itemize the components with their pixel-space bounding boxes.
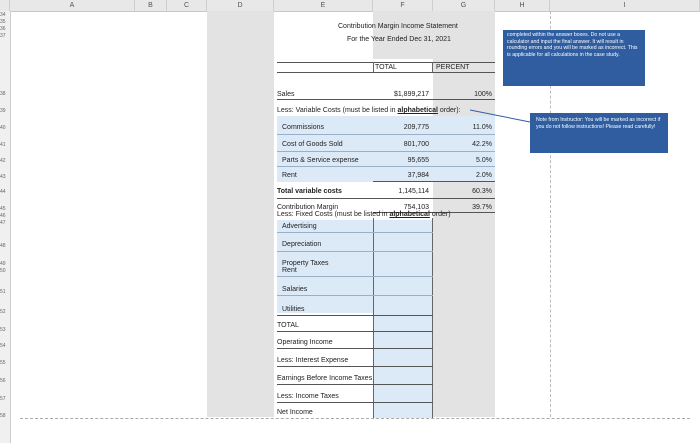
fixed-row-label[interactable]: Advertising [282,223,317,230]
fixed-header-post: order) [429,211,451,218]
page-break-guide-bottom [20,418,690,419]
callout-line [470,110,530,122]
row-rule [277,166,495,167]
row-rule [277,384,433,385]
fixed-costs-header [277,210,451,219]
row-number[interactable]: 43 [0,174,6,180]
row-number[interactable]: 54 [0,343,6,349]
sum-rule [373,181,495,182]
answer-divider [373,218,374,418]
column-header-c[interactable]: C [167,0,207,11]
column-header-g[interactable]: G [433,0,495,11]
row-rule [277,331,433,332]
row-number[interactable]: 45 [0,206,6,212]
fixed-row-label[interactable]: Property Taxes [282,260,329,267]
total-variable-percent[interactable]: 60.3% [472,188,492,195]
row-rule [277,295,433,296]
row-number[interactable]: 41 [0,142,6,148]
variable-row-total[interactable]: 801,700 [403,141,429,148]
interest-expense-label: Less: Interest Expense [277,357,349,364]
column-header-b[interactable]: B [135,0,167,11]
instructor-note: Note from Instructor: You will be marked as incorrect if you do not follow instructions! Please read carefully! [530,113,668,153]
total-variable-total[interactable]: 1,145,114 [398,188,429,195]
answer-divider [432,218,433,418]
row-number[interactable]: 35 [0,19,6,25]
row-rule [277,276,433,277]
variable-header-bold: alphabetical [397,107,438,114]
column-header-d[interactable]: D [207,0,274,11]
sales-label: Sales [277,91,295,98]
variable-row-total[interactable]: 95,655 [407,157,429,164]
contribution-margin-total[interactable]: 754,103 [403,204,429,211]
column-header-e[interactable]: E [274,0,373,11]
total-variable-label: Total variable costs [277,188,342,195]
row-number[interactable]: 48 [0,243,6,249]
column-header-i[interactable]: I [550,0,700,11]
fixed-row-label[interactable]: Salaries [282,286,308,293]
variable-row-label[interactable]: Cost of Goods Sold [282,141,343,148]
row-number[interactable]: 52 [0,309,6,315]
total-label: TOTAL [277,322,299,329]
row-number[interactable]: 36 [0,26,6,32]
row-rule [277,251,433,252]
row-rule [277,348,433,349]
row-number[interactable]: 34 [0,12,6,18]
variable-row-label[interactable]: Parts & Service expense [282,157,359,164]
row-rule [277,151,495,152]
variable-row-total[interactable]: 209,775 [403,124,429,131]
row-number[interactable]: 40 [0,125,6,131]
row-number[interactable]: 37 [0,33,6,39]
contribution-margin-label: Contribution Margin [277,204,339,211]
row-number[interactable]: 47 [0,220,6,226]
variable-row-percent[interactable]: 5.0% [476,157,492,164]
row-number[interactable]: 57 [0,396,6,402]
income-taxes-label: Less: Income Taxes [277,393,339,400]
variable-row-label[interactable]: Commissions [282,124,325,131]
row-number[interactable]: 50 [0,268,6,274]
rule [277,198,495,199]
variable-costs-header [277,106,461,115]
variable-header-pre: Less: Variable Costs (must be listed in [277,107,398,114]
statement-subtitle: For the Year Ended Dec 31, 2021 [347,36,451,43]
row-number[interactable]: 42 [0,158,6,164]
statement-title: Contribution Margin Income Statement [338,23,458,30]
fixed-row-label[interactable]: Rent [282,267,297,274]
fixed-row-label[interactable]: Utilities [282,306,305,313]
net-income-label: Net Income [277,409,313,416]
callout-arrow [470,108,532,126]
variable-row-percent[interactable]: 42.2% [472,141,492,148]
grey-column-d [207,11,274,417]
sales-percent[interactable]: 100% [474,91,492,98]
select-all-corner[interactable] [0,0,10,11]
fixed-row-label[interactable]: Depreciation [282,241,322,248]
col-percent-header: PERCENT [436,64,470,71]
sales-total[interactable]: $1,899,217 [393,91,429,98]
row-number[interactable]: 39 [0,108,6,114]
row-number[interactable]: 46 [0,213,6,219]
row-rule [277,315,433,316]
variable-row-percent[interactable]: 2.0% [476,172,492,179]
row-number[interactable]: 58 [0,413,6,419]
variable-row-percent[interactable]: 11.0% [472,124,492,131]
column-header-bar [0,0,700,12]
variable-header-post: order): [437,107,461,114]
row-number[interactable]: 56 [0,378,6,384]
row-number[interactable]: 49 [0,261,6,267]
operating-income-label: Operating Income [277,339,333,346]
row-number[interactable]: 51 [0,289,6,295]
row-rule [277,232,433,233]
col-total-header: TOTAL [375,64,397,71]
row-number[interactable]: 53 [0,327,6,333]
answer-box-column[interactable] [373,220,433,418]
row-number[interactable]: 38 [0,91,6,97]
row-number[interactable]: 55 [0,360,6,366]
fixed-header-pre: Less: Fixed Costs (must be listed in [277,211,390,218]
fixed-header-bold: alphabetical [389,211,430,218]
column-header-f[interactable]: F [373,0,433,11]
column-header-h[interactable]: H [495,0,550,11]
column-header-a[interactable]: A [10,0,135,11]
row-rule [277,402,433,403]
sales-rule [277,99,495,100]
variable-row-total[interactable]: 37,984 [407,172,429,179]
contribution-margin-percent[interactable]: 39.7% [472,204,492,211]
row-rule [277,366,433,367]
instruction-note: completed within the answer boxes. Do not use a calculator and input the final answer. It will result in rounding errors and you will be marked as incorrect. This is applicable for all calculations in the case study. [503,30,645,86]
ebt-label: Earnings Before Income Taxes [277,375,373,382]
variable-row-label[interactable]: Rent [282,172,297,179]
header-bottom-rule [277,72,495,73]
row-rule [277,134,495,135]
row-number[interactable]: 44 [0,189,6,195]
